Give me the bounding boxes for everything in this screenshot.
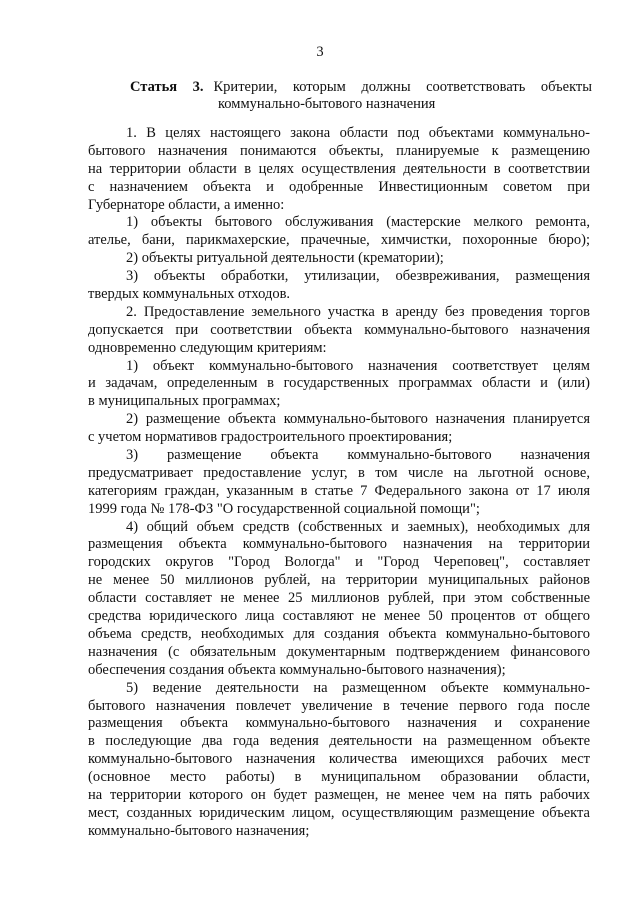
text-line: не менее 50 миллионов рублей, на территории муниципальных районов xyxy=(88,572,590,589)
text-line: объема средств, необходимых для создания объекта коммунально-бытового xyxy=(88,625,590,642)
text-line: в муниципальных программах; xyxy=(88,393,281,410)
text-line: бытового назначения повлечет увеличение в течение первого года после xyxy=(88,697,590,714)
text-line: 4) общий объем средств (собственных и заемных), необходимых для xyxy=(126,518,590,535)
text-line: в последующие два года ведения деятельности на размещенном объекте xyxy=(88,733,590,750)
text-line: (основное место работы) в муниципальном образовании области, xyxy=(88,769,590,786)
text-line: средства юридического лица составляют не менее 50 процентов от общего xyxy=(88,608,590,625)
text-line: 1. В целях настоящего закона области под объектами коммунально- xyxy=(126,125,590,141)
page-number: 3 xyxy=(316,44,324,60)
text-line: и задачам, определенным в государственных программах области и (или) xyxy=(88,375,590,392)
text-line: на территории которого он будет размещен, не менее чем на пять рабочих xyxy=(88,786,590,803)
text-line: 1999 года № 178-ФЗ "О государственной социальной помощи"; xyxy=(88,500,480,517)
text-line: бытового назначения понимаются объекты, планируемые к размещению xyxy=(88,142,590,159)
article-title-line-1: Критерии, которым должны соответствовать объекты xyxy=(213,79,592,95)
text-line: Губернаторе области, а именно: xyxy=(88,196,285,213)
text-line: с назначением объекта и одобренные Инвестиционным советом при xyxy=(88,178,590,195)
text-line: коммунально-бытового назначения; xyxy=(88,822,310,839)
article-body xyxy=(88,125,590,841)
text-line: с учетом нормативов градостроительного проектирования; xyxy=(88,429,453,446)
text-line: категориям граждан, указанным в статье 7 Федерального закона от 17 июля xyxy=(88,482,590,499)
text-line: размещения объекта коммунально-бытового назначения на территории xyxy=(88,536,590,553)
text-line: городских округов "Город Вологда" и "Город Череповец", составляет xyxy=(88,554,590,571)
text-line: назначения (с обязательным документарным подтверждением финансового xyxy=(88,643,590,660)
text-line: на территории области в целях осуществления деятельности в соответствии xyxy=(88,160,590,177)
text-line: размещения объекта коммунально-бытового назначения и сохранение xyxy=(88,715,590,732)
text-line: мест, созданных юридическим лицом, осуществляющим размещение объекта xyxy=(88,804,590,821)
text-line: 1) объекты бытового обслуживания (мастерские мелкого ремонта, xyxy=(126,214,590,231)
text-line: одновременно следующим критериям: xyxy=(88,339,327,356)
text-line: 1) объект коммунально-бытового назначения соответствует целям xyxy=(126,357,590,374)
article-heading xyxy=(130,79,592,113)
text-line: 3) размещение объекта коммунально-бытового назначения xyxy=(126,447,590,464)
text-line: области составляет не менее 25 миллионов рублей, при этом собственные xyxy=(88,590,590,607)
text-line: твердых коммунальных отходов. xyxy=(88,286,291,303)
text-line: обеспечения создания объекта коммунально-бытового назначения); xyxy=(88,661,506,678)
article-heading-line-1 xyxy=(130,79,592,96)
article-number: Статья 3. xyxy=(130,79,204,95)
text-line: предусматривает предоставление услуг, в том числе на льготной основе, xyxy=(88,464,590,481)
text-line: 2. Предоставление земельного участка в аренду без проведения торгов xyxy=(126,303,590,320)
text-line: 2) размещение объекта коммунально-бытового назначения планируется xyxy=(126,411,590,428)
text-line: ателье, бани, парикмахерские, прачечные, химчистки, похоронные бюро); xyxy=(88,232,590,249)
article-title-line-2: коммунально-бытового назначения xyxy=(218,96,436,112)
text-line: 2) объекты ритуальной деятельности (крематории); xyxy=(126,250,444,267)
text-line: 3) объекты обработки, утилизации, обезвреживания, размещения xyxy=(126,268,590,285)
text-line: коммунально-бытового назначения количества имеющихся рабочих мест xyxy=(88,751,590,768)
text-line: допускается при соответствии объекта коммунально-бытового назначения xyxy=(88,321,590,338)
text-line: 5) ведение деятельности на размещенном объекте коммунально- xyxy=(126,679,590,696)
